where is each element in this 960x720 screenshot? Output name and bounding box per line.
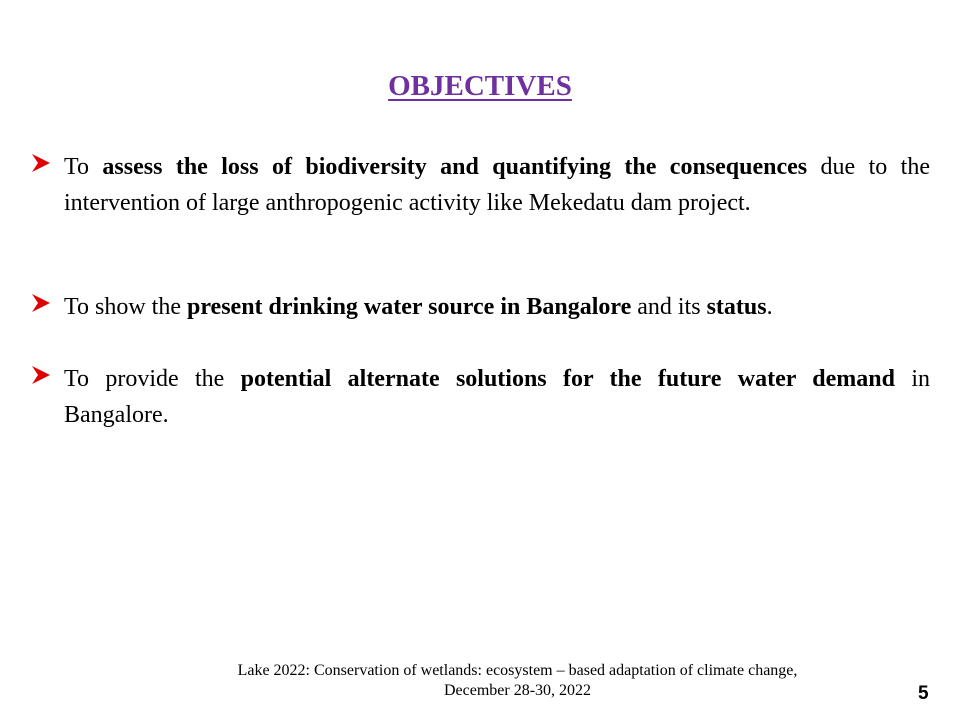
objective-3-text-rest: in Bangalore.: [64, 366, 930, 428]
objective-text-2: [64, 289, 930, 325]
objective-2-text-mid: and its: [631, 294, 707, 320]
arrow-bullet-icon: [30, 364, 52, 386]
objective-3-emphasis: potential alternate solutions for the future water demand: [240, 366, 895, 392]
objective-2-text-end: .: [766, 294, 773, 320]
arrow-bullet-icon: [30, 292, 52, 314]
footer-date-line: December 28-30, 2022: [443, 682, 592, 699]
objective-item-3: [30, 361, 930, 433]
objective-item-1: [30, 149, 930, 221]
objective-2-emphasis: present drinking water source in Bangalore: [186, 294, 632, 320]
objective-1-emphasis: assess the loss of biodiversity and quantifying the consequences: [102, 154, 808, 180]
objective-1-text: To: [64, 154, 103, 180]
objective-1-text-rest: due to the intervention of large anthropogenic activity like Mekedatu dam project.: [64, 154, 931, 216]
objective-text-3: [64, 361, 930, 433]
objective-2-text: To show the: [64, 294, 187, 320]
page-number: 5: [918, 683, 929, 704]
slide-footer: [150, 661, 885, 701]
footer-conference-line: Lake 2022: Conservation of wetlands: ecosystem – based adaptation of climate change,: [237, 662, 798, 679]
objective-2-emphasis-status: status: [706, 294, 767, 320]
slide-title: OBJECTIVES: [388, 70, 572, 102]
objective-text-1: [64, 149, 930, 221]
arrow-bullet-icon: [30, 152, 52, 174]
objective-item-2: [30, 289, 930, 325]
objective-3-text: To provide the: [64, 366, 241, 392]
